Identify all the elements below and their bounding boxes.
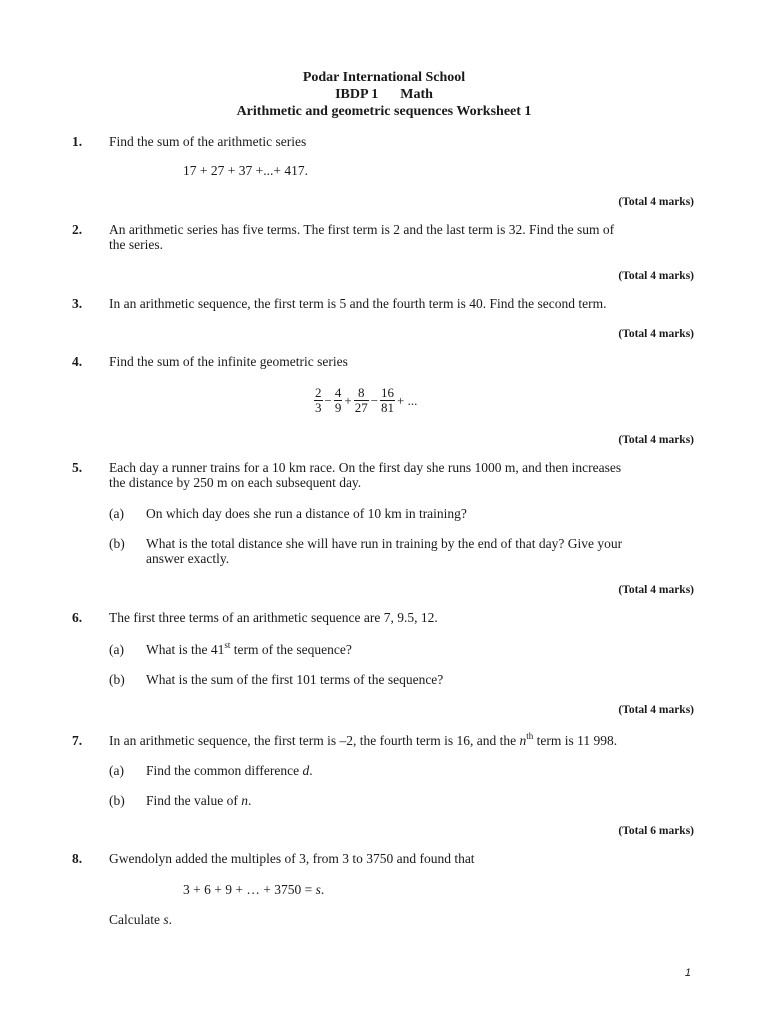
question-text: Gwendolyn added the multiples of 3, from 3 to 3750 and found that: [109, 851, 475, 866]
question-number: 5.: [72, 460, 83, 475]
part-label: (b): [109, 536, 125, 551]
part-label: (a): [109, 763, 124, 778]
geometric-series-expression: [314, 386, 419, 415]
question-number: 3.: [72, 296, 83, 311]
part-label: (a): [109, 506, 124, 521]
marks-label: (Total 4 marks): [618, 584, 694, 596]
series-expression: 17 + 27 + 37 +...+ 417.: [183, 163, 308, 178]
part-text: What is the sum of the first 101 terms of the sequence?: [146, 672, 444, 687]
question-text: [109, 730, 618, 749]
school-name: Podar International School: [302, 70, 466, 85]
question-text: In an arithmetic sequence, the first term is 5 and the fourth term is 40. Find the second term.: [109, 296, 607, 311]
expression-end: .: [320, 882, 325, 897]
fraction: [314, 386, 323, 415]
fraction: [354, 386, 369, 415]
question-number: 6.: [72, 610, 83, 625]
question-text: the distance by 250 m on each subsequent day.: [109, 475, 362, 490]
operator: +: [344, 392, 352, 408]
part-text-end: term of the sequence?: [230, 642, 352, 657]
worksheet-header: [0, 69, 768, 120]
question-number: 8.: [72, 851, 83, 866]
part-text-start: What is the 41: [146, 642, 225, 657]
part-text-start: Find the value of: [146, 793, 242, 808]
question-text: An arithmetic series has five terms. The first term is 2 and the last term is 32. Find the sum of: [109, 222, 615, 237]
numerator: 4: [334, 385, 342, 400]
denominator: 81: [381, 400, 395, 415]
page-number: 1: [684, 967, 691, 979]
part-text: What is the total distance she will have run in training by the end of that day? Give your: [146, 536, 623, 551]
part-text-end: .: [309, 763, 313, 778]
question-text: The first three terms of an arithmetic sequence are 7, 9.5, 12.: [109, 610, 438, 625]
operator: −: [324, 392, 332, 408]
denominator: 27: [354, 400, 368, 415]
question-text-end: term is 11 998.: [533, 733, 618, 748]
question-text: Find the sum of the arithmetic series: [109, 134, 307, 149]
operator: + ...: [397, 392, 418, 408]
part-text: answer exactly.: [146, 551, 230, 566]
variable-n: n: [241, 793, 248, 808]
ordinal-suffix: th: [526, 730, 534, 741]
question-text-start: In an arithmetic sequence, the first term is –2, the fourth term is 16, and the: [109, 733, 520, 748]
question-number: 7.: [72, 733, 83, 748]
course-line: [0, 86, 768, 103]
question-number: 1.: [72, 134, 83, 149]
subject-label: Math: [400, 87, 433, 102]
part-text: [146, 639, 352, 658]
numerator: 2: [315, 385, 322, 400]
part-text: [146, 793, 251, 809]
calculate-instruction: [109, 912, 172, 928]
marks-label: (Total 4 marks): [618, 328, 694, 340]
part-text: [146, 763, 313, 779]
marks-label: (Total 4 marks): [618, 196, 694, 208]
denominator: 9: [334, 400, 342, 415]
marks-label: (Total 4 marks): [618, 434, 694, 446]
variable-s: s: [315, 882, 321, 897]
question-number: 4.: [72, 354, 83, 369]
question-text: the series.: [109, 237, 163, 252]
fraction: [380, 386, 395, 415]
part-label: (b): [109, 793, 125, 808]
question-text: Each day a runner trains for a 10 km race. On the first day she runs 1000 m, and then increases: [109, 460, 622, 475]
fraction: [334, 386, 343, 415]
part-text-start: Find the common difference: [146, 763, 303, 778]
instruction-end: .: [168, 912, 172, 927]
sum-expression: [183, 882, 324, 898]
question-text: Find the sum of the infinite geometric series: [109, 354, 348, 369]
ordinal-suffix: st: [224, 639, 231, 650]
variable-n: n: [519, 733, 527, 748]
marks-label: (Total 4 marks): [618, 270, 694, 282]
variable-s: s: [163, 912, 169, 927]
part-label: (b): [109, 672, 125, 687]
instruction-text: Calculate: [109, 912, 164, 927]
part-text: On which day does she run a distance of 10 km in training?: [146, 506, 467, 521]
worksheet-title: Arithmetic and geometric sequences Worksheet 1: [236, 104, 532, 119]
expression-text: 3 + 6 + 9 + … + 3750 =: [183, 882, 316, 897]
operator: −: [370, 392, 379, 408]
numerator: 16: [381, 385, 395, 400]
program-label: IBDP 1: [335, 87, 379, 102]
question-number: 2.: [72, 222, 83, 237]
part-text-end: .: [247, 793, 252, 808]
marks-label: (Total 4 marks): [618, 704, 694, 716]
variable-d: d: [302, 763, 310, 778]
part-label: (a): [109, 642, 124, 657]
denominator: 3: [315, 400, 322, 415]
marks-label: (Total 6 marks): [618, 825, 694, 837]
numerator: 8: [354, 386, 369, 401]
